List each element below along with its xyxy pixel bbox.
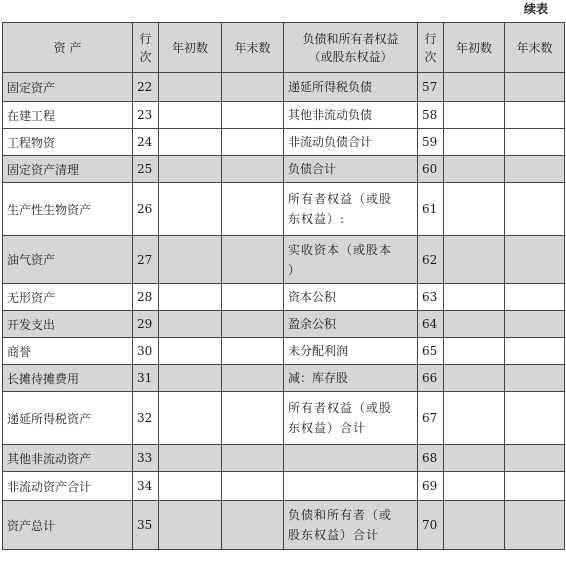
begin-cell bbox=[159, 311, 222, 338]
row-no-cell: 26 bbox=[133, 183, 159, 236]
end-cell bbox=[222, 445, 284, 472]
begin-cell-2 bbox=[444, 365, 505, 392]
asset-cell: 固定资产清理 bbox=[3, 156, 133, 183]
liability-cell bbox=[284, 311, 418, 338]
begin-cell-2 bbox=[444, 284, 505, 311]
row-no-cell: 33 bbox=[133, 445, 159, 472]
row-no-cell: 28 bbox=[133, 284, 159, 311]
liability-cell bbox=[284, 445, 418, 472]
begin-cell-2 bbox=[444, 501, 505, 550]
liability-label: 未分配利润 bbox=[288, 344, 349, 358]
liability-cell bbox=[284, 392, 418, 445]
begin-cell-2 bbox=[444, 392, 505, 445]
end-cell bbox=[222, 284, 284, 311]
liability-cell bbox=[284, 156, 418, 183]
asset-cell: 生产性生物资产 bbox=[3, 183, 133, 236]
header-row-no-2: 行次 bbox=[418, 23, 444, 73]
end-cell-2 bbox=[505, 102, 565, 129]
row-no-cell-2: 62 bbox=[418, 236, 444, 284]
row-no-cell-2: 69 bbox=[418, 472, 444, 501]
liability-label-cont: 东权益）合计 bbox=[288, 421, 367, 435]
asset-cell: 在建工程 bbox=[3, 102, 133, 129]
liability-cell bbox=[284, 102, 418, 129]
end-cell bbox=[222, 73, 284, 102]
row-no-cell: 32 bbox=[133, 392, 159, 445]
begin-cell-2 bbox=[444, 445, 505, 472]
begin-cell bbox=[159, 183, 222, 236]
row-no-cell-2: 66 bbox=[418, 365, 444, 392]
end-cell bbox=[222, 338, 284, 365]
table-row bbox=[3, 311, 565, 338]
header-liabilities-line2: （或股东权益） bbox=[308, 49, 393, 64]
begin-cell bbox=[159, 392, 222, 445]
asset-cell: 固定资产 bbox=[3, 73, 133, 102]
table-row bbox=[3, 156, 565, 183]
liability-cell bbox=[284, 338, 418, 365]
begin-cell bbox=[159, 472, 222, 501]
table-row bbox=[3, 365, 565, 392]
row-no-cell-2: 68 bbox=[418, 445, 444, 472]
row-no-cell-2: 57 bbox=[418, 73, 444, 102]
asset-cell: 商誉 bbox=[3, 338, 133, 365]
row-no-cell-2: 65 bbox=[418, 338, 444, 365]
row-no-cell: 29 bbox=[133, 311, 159, 338]
begin-cell bbox=[159, 365, 222, 392]
liability-label-cont: 东权益）: bbox=[288, 212, 346, 226]
asset-cell: 无形资产 bbox=[3, 284, 133, 311]
liability-label: 其他非流动负债 bbox=[288, 108, 373, 122]
liability-label-cont: ） bbox=[288, 262, 302, 277]
begin-cell bbox=[159, 501, 222, 550]
row-no-cell: 24 bbox=[133, 129, 159, 156]
liability-label: 负债和所有者（或 bbox=[288, 508, 393, 522]
table-row bbox=[3, 392, 565, 445]
begin-cell bbox=[159, 156, 222, 183]
end-cell bbox=[222, 472, 284, 501]
table-row bbox=[3, 445, 565, 472]
row-no-cell: 30 bbox=[133, 338, 159, 365]
balance-sheet-table bbox=[2, 22, 565, 550]
asset-cell: 长摊待摊费用 bbox=[3, 365, 133, 392]
liability-label: 递延所得税负债 bbox=[288, 80, 373, 94]
row-no-cell: 31 bbox=[133, 365, 159, 392]
row-no-cell-2: 64 bbox=[418, 311, 444, 338]
begin-cell bbox=[159, 236, 222, 284]
liability-cell bbox=[284, 472, 418, 501]
table-row bbox=[3, 102, 565, 129]
begin-cell-2 bbox=[444, 311, 505, 338]
asset-cell: 资产总计 bbox=[3, 501, 133, 550]
table-row bbox=[3, 183, 565, 236]
asset-cell: 油气资产 bbox=[3, 236, 133, 284]
table-row bbox=[3, 501, 565, 550]
begin-cell bbox=[159, 73, 222, 102]
row-no-cell: 22 bbox=[133, 73, 159, 102]
liability-label: 盈余公积 bbox=[288, 317, 337, 331]
begin-cell-2 bbox=[444, 472, 505, 501]
header-row-no: 行次 bbox=[133, 23, 159, 73]
asset-cell: 开发支出 bbox=[3, 311, 133, 338]
table-row bbox=[3, 73, 565, 102]
row-no-cell: 34 bbox=[133, 472, 159, 501]
end-cell-2 bbox=[505, 338, 565, 365]
end-cell bbox=[222, 365, 284, 392]
row-no-cell-2: 58 bbox=[418, 102, 444, 129]
end-cell bbox=[222, 501, 284, 550]
end-cell-2 bbox=[505, 129, 565, 156]
end-cell-2 bbox=[505, 156, 565, 183]
header-begin-2: 年初数 bbox=[444, 23, 505, 73]
asset-cell: 其他非流动资产 bbox=[3, 445, 133, 472]
table-row bbox=[3, 236, 565, 284]
row-no-cell: 23 bbox=[133, 102, 159, 129]
end-cell-2 bbox=[505, 236, 565, 284]
row-no-cell-2: 59 bbox=[418, 129, 444, 156]
end-cell bbox=[222, 183, 284, 236]
end-cell bbox=[222, 236, 284, 284]
begin-cell bbox=[159, 129, 222, 156]
begin-cell-2 bbox=[444, 73, 505, 102]
liability-cell bbox=[284, 73, 418, 102]
header-begin: 年初数 bbox=[159, 23, 222, 73]
liability-cell bbox=[284, 365, 418, 392]
row-no-cell: 35 bbox=[133, 501, 159, 550]
asset-cell: 递延所得税资产 bbox=[3, 392, 133, 445]
table-row bbox=[3, 129, 565, 156]
header-liabilities-line1: 负债和所有者权益 bbox=[302, 31, 399, 46]
end-cell bbox=[222, 129, 284, 156]
end-cell-2 bbox=[505, 73, 565, 102]
row-no-cell-2: 67 bbox=[418, 392, 444, 445]
begin-cell-2 bbox=[444, 102, 505, 129]
liability-label: 负债合计 bbox=[288, 162, 337, 176]
liability-cell bbox=[284, 284, 418, 311]
header-liabilities bbox=[284, 23, 418, 73]
header-row bbox=[3, 23, 565, 73]
end-cell-2 bbox=[505, 501, 565, 550]
liability-label: 实收资本（或股本 bbox=[288, 242, 393, 257]
end-cell bbox=[222, 156, 284, 183]
liability-label: 资本公积 bbox=[288, 290, 337, 304]
table-row bbox=[3, 472, 565, 501]
liability-cell bbox=[284, 501, 418, 550]
header-asset: 资 产 bbox=[3, 23, 133, 73]
row-no-cell: 27 bbox=[133, 236, 159, 284]
liability-label: 减：库存股 bbox=[288, 371, 349, 385]
end-cell-2 bbox=[505, 284, 565, 311]
end-cell-2 bbox=[505, 311, 565, 338]
liability-label-cont: 股东权益）合计 bbox=[288, 528, 380, 542]
asset-cell: 工程物资 bbox=[3, 129, 133, 156]
liability-label: 所有者权益（或股 bbox=[288, 401, 393, 415]
begin-cell bbox=[159, 445, 222, 472]
end-cell bbox=[222, 102, 284, 129]
table-continued-caption: 续表 bbox=[523, 2, 548, 16]
liability-label: 非流动负债合计 bbox=[288, 135, 373, 149]
end-cell-2 bbox=[505, 472, 565, 501]
liability-cell bbox=[284, 129, 418, 156]
header-end-2: 年末数 bbox=[505, 23, 565, 73]
end-cell-2 bbox=[505, 392, 565, 445]
table-row bbox=[3, 338, 565, 365]
liability-cell bbox=[284, 183, 418, 236]
end-cell bbox=[222, 392, 284, 445]
begin-cell-2 bbox=[444, 156, 505, 183]
end-cell-2 bbox=[505, 183, 565, 236]
begin-cell-2 bbox=[444, 129, 505, 156]
row-no-cell-2: 63 bbox=[418, 284, 444, 311]
end-cell-2 bbox=[505, 365, 565, 392]
liability-label: 所有者权益（或股 bbox=[288, 192, 393, 206]
begin-cell bbox=[159, 284, 222, 311]
row-no-cell-2: 61 bbox=[418, 183, 444, 236]
begin-cell bbox=[159, 338, 222, 365]
liability-cell bbox=[284, 236, 418, 284]
row-no-cell: 25 bbox=[133, 156, 159, 183]
header-end: 年末数 bbox=[222, 23, 284, 73]
begin-cell-2 bbox=[444, 183, 505, 236]
row-no-cell-2: 60 bbox=[418, 156, 444, 183]
asset-cell: 非流动资产合计 bbox=[3, 472, 133, 501]
begin-cell-2 bbox=[444, 338, 505, 365]
begin-cell-2 bbox=[444, 236, 505, 284]
begin-cell bbox=[159, 102, 222, 129]
table-row bbox=[3, 284, 565, 311]
end-cell-2 bbox=[505, 445, 565, 472]
row-no-cell-2: 70 bbox=[418, 501, 444, 550]
end-cell bbox=[222, 311, 284, 338]
